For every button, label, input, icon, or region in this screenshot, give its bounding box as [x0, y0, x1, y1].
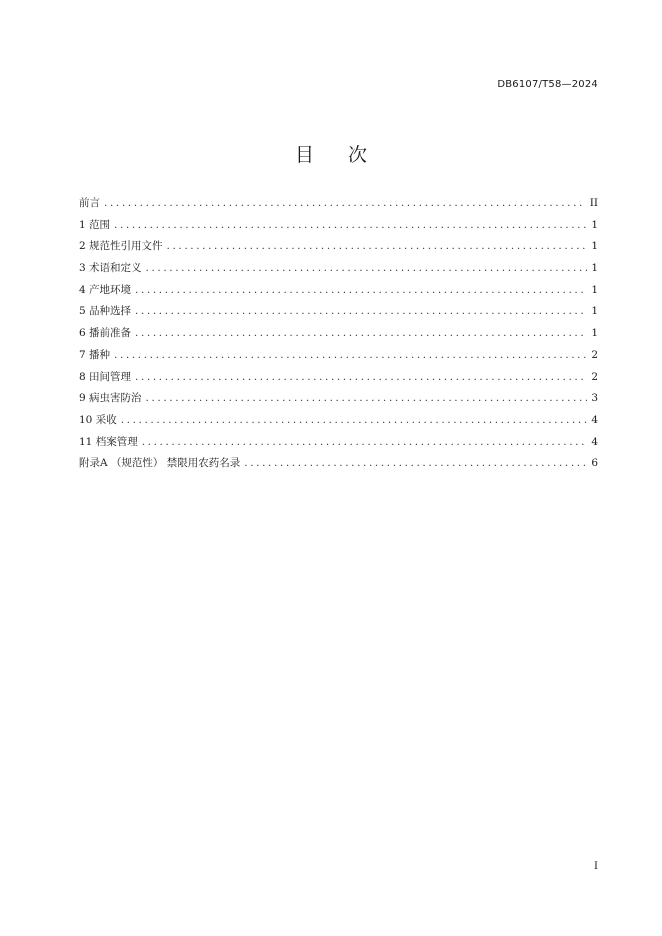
- toc-entry-page: 1: [591, 305, 598, 318]
- table-of-contents: [79, 193, 598, 475]
- toc-entry-page: 4: [591, 413, 598, 426]
- toc-dot-leader: [146, 388, 588, 410]
- toc-entry-appendix-a[interactable]: [79, 453, 598, 475]
- toc-entry-normative-references[interactable]: [79, 236, 598, 258]
- toc-dot-leader: [104, 193, 586, 215]
- toc-dot-leader: [114, 345, 587, 367]
- toc-entry-label: 9 病虫害防治: [79, 392, 142, 405]
- toc-entry-page: II: [589, 197, 598, 209]
- toc-entry-page: 1: [591, 327, 598, 340]
- toc-dot-leader: [121, 410, 588, 432]
- toc-entry-field-management[interactable]: [79, 367, 598, 389]
- toc-entry-label: 8 田间管理: [79, 370, 132, 383]
- toc-dot-leader: [114, 215, 587, 237]
- toc-entry-label: 附录A （规范性） 禁限用农药名录: [79, 457, 241, 470]
- toc-dot-leader: [244, 453, 587, 475]
- toc-entry-label: 1 范围: [79, 218, 111, 231]
- toc-entry-label: 7 播种: [79, 348, 111, 361]
- toc-entry-variety-selection[interactable]: [79, 301, 598, 323]
- toc-entry-page: 1: [591, 218, 598, 231]
- toc-entry-label: 3 术语和定义: [79, 262, 142, 275]
- toc-dot-leader: [135, 323, 587, 345]
- toc-entry-page: 1: [591, 262, 598, 275]
- toc-entry-page: 1: [591, 240, 598, 253]
- toc-entry-label: 5 品种选择: [79, 305, 132, 318]
- toc-entry-page: 4: [591, 435, 598, 448]
- toc-entry-page: 1: [591, 283, 598, 296]
- toc-entry-label: 前言: [79, 197, 100, 209]
- toc-entry-terms-definitions[interactable]: [79, 258, 598, 280]
- toc-entry-records[interactable]: [79, 432, 598, 454]
- toc-title: 目次: [294, 144, 401, 166]
- toc-entry-label: 10 采收: [79, 413, 117, 426]
- toc-entry-label: 6 播前准备: [79, 327, 132, 340]
- toc-entry-sowing[interactable]: [79, 345, 598, 367]
- toc-entry-label: 11 档案管理: [79, 435, 138, 448]
- page-number: I: [594, 861, 598, 872]
- toc-entry-page: 2: [591, 348, 598, 361]
- toc-entry-scope[interactable]: [79, 215, 598, 237]
- toc-entry-environment[interactable]: [79, 280, 598, 302]
- toc-entry-pest-control[interactable]: [79, 388, 598, 410]
- toc-entry-page: 6: [591, 457, 598, 470]
- toc-entry-harvest[interactable]: [79, 410, 598, 432]
- toc-dot-leader: [142, 432, 588, 454]
- toc-dot-leader: [135, 367, 587, 389]
- toc-entry-page: 2: [591, 370, 598, 383]
- toc-entry-label: 2 规范性引用文件: [79, 240, 163, 253]
- toc-dot-leader: [146, 258, 588, 280]
- toc-entry-foreword[interactable]: [79, 193, 598, 215]
- toc-entry-page: 3: [591, 392, 598, 405]
- toc-dot-leader: [135, 301, 587, 323]
- toc-dot-leader: [135, 280, 587, 302]
- toc-entry-label: 4 产地环境: [79, 283, 132, 296]
- toc-dot-leader: [167, 236, 588, 258]
- toc-entry-sowing-preparation[interactable]: [79, 323, 598, 345]
- document-code: DB6107/T58—2024: [497, 79, 598, 90]
